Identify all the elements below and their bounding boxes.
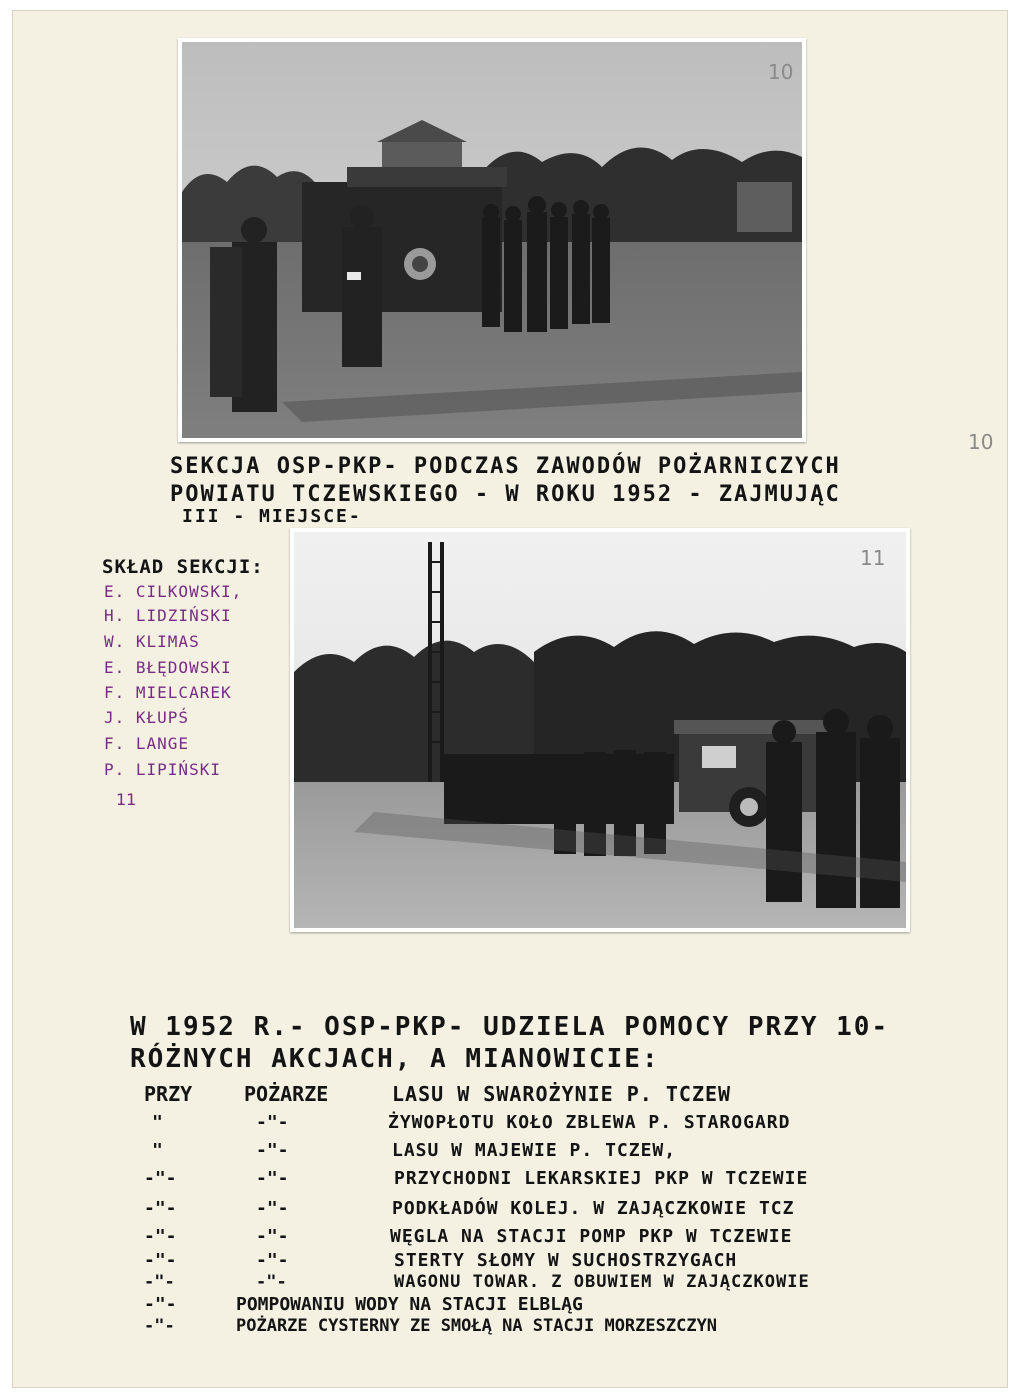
members-page-number: 11 xyxy=(116,790,137,809)
action-col-1: " xyxy=(152,1112,163,1133)
actions-intro-line-2: RÓŻNYCH AKCJACH, A MIANOWICIE: xyxy=(130,1044,660,1074)
photo-fire-section xyxy=(290,528,910,932)
action-col-3: STERTY SŁOMY W SUCHOSTRZYGACH xyxy=(394,1250,738,1271)
caption-line-3: III - MIEJSCE- xyxy=(182,506,362,527)
album-page xyxy=(12,10,1008,1388)
actions-intro-line-1: W 1952 R.- OSP-PKP- UDZIELA POMOCY PRZY 10- xyxy=(130,1012,890,1042)
action-col-1: -"- xyxy=(144,1198,177,1219)
action-col-2: -"- xyxy=(256,1198,289,1219)
action-col-1: " xyxy=(152,1140,163,1161)
member-4: E. BŁĘDOWSKI xyxy=(104,658,232,677)
member-1: E. CILKOWSKI, xyxy=(104,582,243,601)
member-7: F. LANGE xyxy=(104,734,190,753)
member-2: H. LIDZIŃSKI xyxy=(104,606,232,625)
action-col-3: LASU W MAJEWIE P. TCZEW, xyxy=(392,1140,677,1161)
action-col-2: POMPOWANIU WODY NA STACJI ELBLĄG xyxy=(236,1294,583,1315)
action-col-2: -"- xyxy=(256,1272,287,1292)
action-col-2: -"- xyxy=(256,1250,289,1271)
photo-number-10: 10 xyxy=(768,60,794,84)
action-col-3: WĘGLA NA STACJI POMP PKP W TCZEWIE xyxy=(390,1226,793,1247)
action-col-2: POŻARZE xyxy=(244,1082,329,1106)
action-col-1: -"- xyxy=(144,1226,177,1247)
members-heading: SKŁAD SEKCJI: xyxy=(102,556,264,578)
caption-line-2: POWIATU TCZEWSKIEGO - W ROKU 1952 - ZAJMUJĄC xyxy=(170,482,841,507)
action-col-2: -"- xyxy=(256,1112,289,1133)
action-col-1: -"- xyxy=(144,1294,177,1315)
action-col-1: PRZY xyxy=(144,1082,193,1106)
member-8: P. LIPIŃSKI xyxy=(104,760,221,779)
member-6: J. KŁUPŚ xyxy=(104,708,190,727)
action-col-1: -"- xyxy=(144,1272,175,1292)
action-col-1: -"- xyxy=(144,1168,177,1189)
action-col-3: PRZYCHODNI LEKARSKIEJ PKP W TCZEWIE xyxy=(394,1168,809,1189)
action-col-1: -"- xyxy=(144,1250,177,1271)
photo-2-image xyxy=(294,532,906,928)
action-col-2: -"- xyxy=(256,1168,289,1189)
caption-line-1: SEKCJA OSP-PKP- PODCZAS ZAWODÓW POŻARNICZYCH xyxy=(170,454,841,479)
action-col-3: ŻYWOPŁOTU KOŁO ZBLEWA P. STAROGARD xyxy=(388,1112,791,1133)
action-col-3: PODKŁADÓW KOLEJ. W ZAJĄCZKOWIE TCZ xyxy=(392,1198,795,1219)
caption-page-number: 10 xyxy=(968,430,994,454)
action-col-2: POŻARZE CYSTERNY ZE SMOŁĄ NA STACJI MORZESZCZYN xyxy=(236,1316,718,1336)
photo-fire-competition xyxy=(178,38,806,442)
member-5: F. MIELCAREK xyxy=(104,683,232,702)
photo-number-11: 11 xyxy=(860,546,886,570)
action-col-2: -"- xyxy=(256,1226,289,1247)
member-3: W. KLIMAS xyxy=(104,632,200,651)
photo-1-image xyxy=(182,42,802,438)
action-col-3: LASU W SWAROŻYNIE P. TCZEW xyxy=(392,1082,732,1106)
action-col-3: WAGONU TOWAR. Z OBUWIEM W ZAJĄCZKOWIE xyxy=(394,1272,810,1292)
action-col-2: -"- xyxy=(256,1140,289,1161)
action-col-1: -"- xyxy=(144,1316,175,1336)
